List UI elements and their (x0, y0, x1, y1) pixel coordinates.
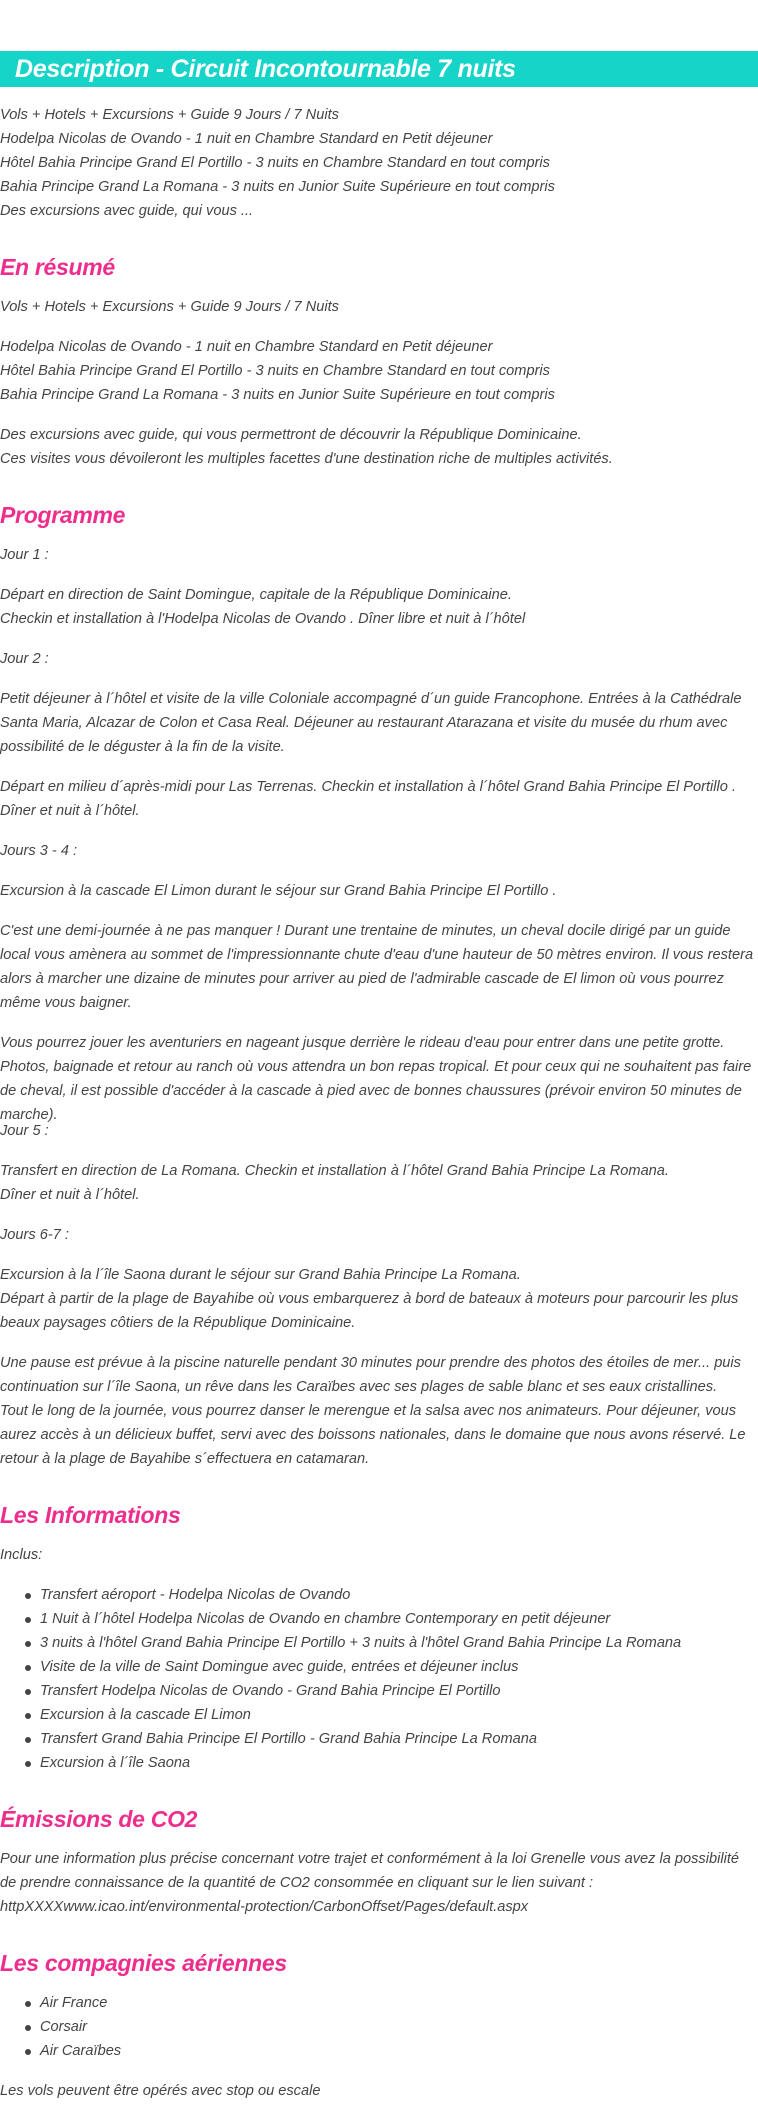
resume-line: Hôtel Bahia Principe Grand El Portillo - 3 nuits en Chambre Standard en tout compris (0, 363, 550, 379)
co2-link[interactable]: httpXXXXwww.icao.int/environmental-protection/CarbonOffset/Pages/default.aspx (0, 1899, 529, 1915)
jour2-text-afternoon: Départ en milieu d´après-midi pour Las Terrenas. Checkin et installation à l´hôtel Grand Bahia Principe El Portillo . Dîner et nuit à l´hôtel. (0, 779, 736, 819)
jour5-text: Transfert en direction de La Romana. Checkin et installation à l´hôtel Grand Bahia Principe La Romana. Dîner et nuit à l´hôtel. (0, 1163, 669, 1203)
list-item: Air France (0, 1991, 758, 2015)
list-item: Air Caraïbes (0, 2039, 758, 2063)
resume-line: Des excursions avec guide, qui vous permettront de découvrir la République Dominicaine. (0, 427, 582, 443)
resume-heading: En résumé (0, 254, 115, 280)
jour5-label: Jour 5 : (0, 1123, 49, 1139)
informations-heading: Les Informations (0, 1502, 181, 1528)
list-item: Transfert aéroport - Hodelpa Nicolas de Ovando (0, 1583, 758, 1607)
compagnies-note: Les vols peuvent être opérés avec stop ou escale (0, 2083, 321, 2099)
intro-line: Bahia Principe Grand La Romana - 3 nuits en Junior Suite Supérieure en tout compris (0, 179, 555, 195)
jours67-saona: Une pause est prévue à la piscine naturelle pendant 30 minutes pour prendre des photos des étoiles de mer... puis continuation sur l´île Saona, un rêve dans les Caraïbes avec ses plages de sable blanc et ses eaux cristallines. Tout le long de la journée, vous pourrez danser le merengue et la salsa avec nos animateurs. Pour déjeuner, vous aurez accès à un délicieux buffet, servi avec des boissons nationales, dans le domaine que nous avons réservé. Le retour à la plage de Bayahibe s´effectuera en catamaran. (0, 1355, 746, 1467)
intro-line: Vols + Hotels + Excursions + Guide 9 Jours / 7 Nuits (0, 107, 339, 123)
co2-paragraph: Pour une information plus précise concernant votre trajet et conformément à la loi Grenelle vous avez la possibilité de prendre connaissance de la quantité de CO2 consommée en cliquant sur le lien suivant : httpXXXXwww.icao.int/environmental-protection/CarbonOffset/Pages/default.aspx (0, 1847, 758, 1919)
compagnies-list (0, 1991, 758, 2063)
list-item: Corsair (0, 2015, 758, 2039)
list-item: 3 nuits à l'hôtel Grand Bahia Principe El Portillo + 3 nuits à l'hôtel Grand Bahia Principe La Romana (0, 1631, 758, 1655)
resume-line: Ces visites vous dévoileront les multiples facettes d'une destination riche de multiples activités. (0, 451, 613, 467)
inclus-list (0, 1583, 758, 1775)
intro-line: Des excursions avec guide, qui vous ... (0, 203, 254, 219)
jour2-text: Petit déjeuner à l´hôtel et visite de la ville Coloniale accompagné d´un guide Francophone. Entrées à la Cathédrale Santa Maria, Alcazar de Colon et Casa Real. Déjeuner au restaurant Atarazana et visite du musée du rhum avec possibilité de le déguster à la fin de la visite. (0, 691, 742, 755)
programme-heading: Programme (0, 502, 126, 528)
resume-hotels (0, 335, 758, 407)
intro-line: Hôtel Bahia Principe Grand El Portillo - 3 nuits en Chambre Standard en tout compris (0, 155, 550, 171)
jours34-label: Jours 3 - 4 : (0, 843, 78, 859)
title-banner (0, 51, 758, 87)
jours34-cascade: C'est une demi-journée à ne pas manquer ! Durant une trentaine de minutes, un cheval docile dirigé par un guide local vous amènera au sommet de l'impressionnante chute d'eau d'une hauteur de 50 mètres environ. Il vous restera alors à marcher une dizaine de minutes pour arriver au pied de l'admirable cascade de El limon où vous pourrez même vous baigner. (0, 923, 754, 1011)
list-item: 1 Nuit à l´hôtel Hodelpa Nicolas de Ovando en chambre Contemporary en petit déjeuner (0, 1607, 758, 1631)
list-item: Excursion à l´île Saona (0, 1751, 758, 1775)
list-item: Visite de la ville de Saint Domingue avec guide, entrées et déjeuner inclus (0, 1655, 758, 1679)
list-item: Transfert Grand Bahia Principe El Portillo - Grand Bahia Principe La Romana (0, 1727, 758, 1751)
jour1-text: Départ en direction de Saint Domingue, capitale de la République Dominicaine. Checkin et installation à l'Hodelpa Nicolas de Ovando . Dîner libre et nuit à l´hôtel (0, 587, 526, 627)
jours34-grotte: Vous pourrez jouer les aventuriers en nageant jusque derrière le rideau d'eau pour entrer dans une petite grotte. Photos, baignade et retour au ranch où vous attendra un bon repas tropical. Et pour ceux qui ne souhaitent pas faire de cheval, il est possible d'accéder à la cascade à pied avec de bonnes chaussures (prévoir environ 50 minutes de marche). (0, 1035, 752, 1123)
compagnies-heading: Les compagnies aériennes (0, 1950, 287, 1976)
jour1-label: Jour 1 : (0, 547, 49, 563)
list-item: Excursion à la cascade El Limon (0, 1703, 758, 1727)
inclus-label: Inclus: (0, 1547, 43, 1563)
jours67-label: Jours 6-7 : (0, 1227, 69, 1243)
jours34-text: Excursion à la cascade El Limon durant le séjour sur Grand Bahia Principe El Portillo . (0, 883, 557, 899)
list-item: Transfert Hodelpa Nicolas de Ovando - Grand Bahia Principe El Portillo (0, 1679, 758, 1703)
resume-line: Bahia Principe Grand La Romana - 3 nuits en Junior Suite Supérieure en tout compris (0, 387, 555, 403)
intro-summary (0, 103, 758, 223)
resume-line: Hodelpa Nicolas de Ovando - 1 nuit en Chambre Standard en Petit déjeuner (0, 339, 493, 355)
intro-line: Hodelpa Nicolas de Ovando - 1 nuit en Chambre Standard en Petit déjeuner (0, 131, 493, 147)
jours67-text: Excursion à la l´île Saona durant le séjour sur Grand Bahia Principe La Romana. Départ à partir de la plage de Bayahibe où vous embarquerez à bord de bateaux à moteurs pour parcourir les plus beaux paysages côtiers de la République Dominicaine. (0, 1267, 739, 1331)
resume-excursions (0, 423, 758, 471)
co2-heading: Émissions de CO2 (0, 1806, 198, 1832)
jour2-label: Jour 2 : (0, 651, 49, 667)
resume-paragraph (0, 295, 758, 319)
resume-line: Vols + Hotels + Excursions + Guide 9 Jours / 7 Nuits (0, 299, 339, 315)
page-title: Description - Circuit Incontournable 7 nuits (15, 55, 516, 83)
